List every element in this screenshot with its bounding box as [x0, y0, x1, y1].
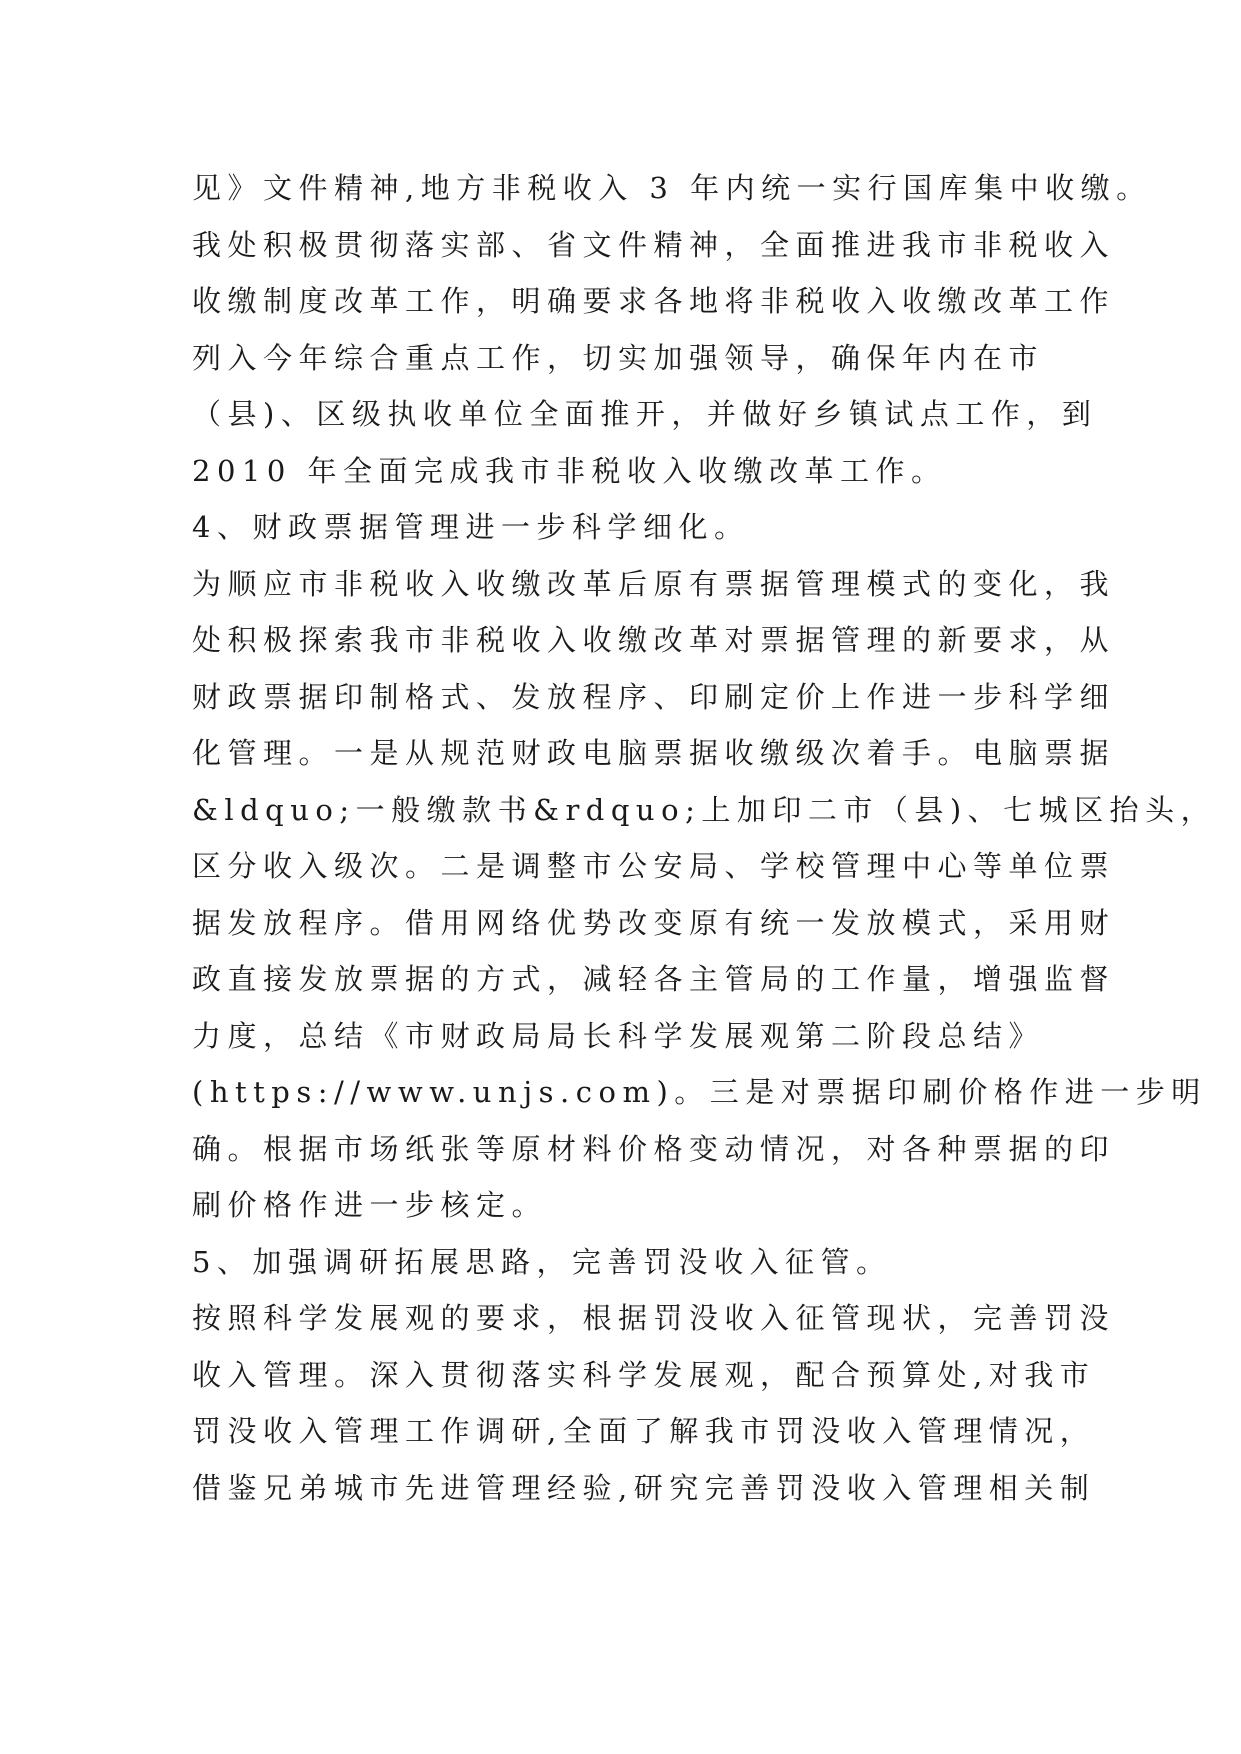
section-heading: 4、财政票据管理进一步科学细化。 — [192, 510, 750, 544]
text-line: 我处积极贯彻落实部、省文件精神，全面推进我市非税收入 — [192, 227, 1116, 262]
text-line: 处积极探索我市非税收入收缴改革对票据管理的新要求，从 — [192, 623, 1116, 657]
text-line: 据发放程序。借用网络优势改变原有统一发放模式，采用财 — [192, 905, 1116, 940]
text-line: &ldquo;一般缴款书&rdquo;上加印二市（县)、七城区抬头， — [192, 792, 1217, 827]
text-line: 收入管理。深入贯彻落实科学发展观，配合预算处,对我市 — [192, 1357, 1096, 1392]
text-line: 罚没收入管理工作调研,全面了解我市罚没收入管理情况， — [192, 1414, 1096, 1448]
text-line: 区分收入级次。二是调整市公安局、学校管理中心等单位票 — [192, 849, 1116, 883]
text-line: 政直接发放票据的方式，减轻各主管局的工作量，增强监督 — [192, 962, 1116, 996]
text-line: 借鉴兄弟城市先进管理经验,研究完善罚没收入管理相关制 — [192, 1470, 1096, 1505]
text-line: 收缴制度改革工作，明确要求各地将非税收入收缴改革工作 — [192, 284, 1116, 318]
text-line: 2010 年全面完成我市非税收入收缴改革工作。 — [192, 453, 947, 488]
section-heading: 5、加强调研拓展思路，完善罚没收入征管。 — [192, 1244, 892, 1279]
text-line: 列入今年综合重点工作，切实加强领导，确保年内在市 — [192, 340, 1045, 375]
text-line: 刷价格作进一步核定。 — [192, 1188, 548, 1222]
text-line: 财政票据印制格式、发放程序、印刷定价上作进一步科学细 — [192, 679, 1116, 714]
text-line: （县)、区级执收单位全面推开，并做好乡镇试点工作，到 — [192, 397, 1098, 431]
text-line: 化管理。一是从规范财政电脑票据收缴级次着手。电脑票据 — [192, 736, 1116, 770]
text-line: 见》文件精神,地方非税收入 3 年内统一实行国库集中收缴。 — [192, 171, 1152, 205]
text-line: (https://www.unjs.com)。三是对票据印刷价格作进一步明 — [192, 1075, 1207, 1109]
text-line: 按照科学发展观的要求，根据罚没收入征管现状，完善罚没 — [192, 1301, 1116, 1335]
text-line: 为顺应市非税收入收缴改革后原有票据管理模式的变化，我 — [192, 566, 1116, 601]
text-line: 力度，总结《市财政局局长科学发展观第二阶段总结》 — [192, 1018, 1045, 1053]
text-line: 确。根据市场纸张等原材料价格变动情况，对各种票据的印 — [192, 1131, 1116, 1166]
document-body — [192, 160, 1217, 1516]
